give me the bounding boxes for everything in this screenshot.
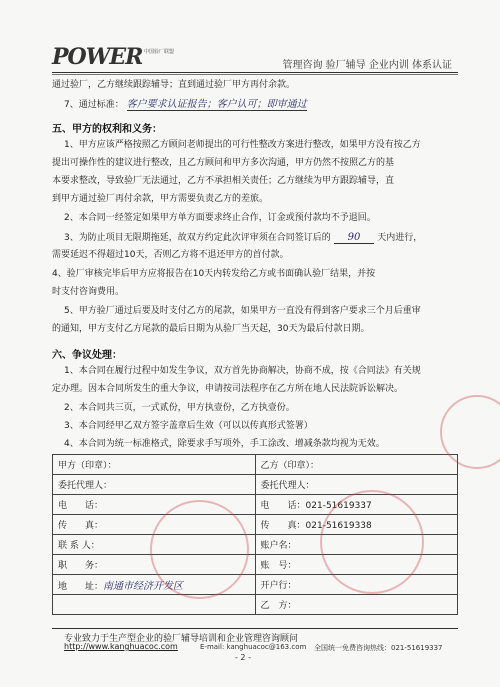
party-a-cell: 甲方（印章）：	[53, 455, 256, 475]
contact-a-cell: 联 系 人：	[53, 535, 256, 555]
party-b-cell: 乙方（印章）：	[255, 455, 458, 475]
company-seal-stamp	[150, 500, 249, 599]
company-seal-stamp	[320, 490, 424, 594]
account-name-cell: 账户名：	[255, 535, 458, 555]
text-line: 1、本合同在履行过程中如发生争议，双方首先协商解决，协商不成，按《合同法》有关规	[64, 366, 421, 376]
handwritten-address: 南通市经济开发区	[103, 581, 184, 592]
address-label: 地 址：	[58, 582, 104, 592]
text-line: 定办理。因本合同所发生的重大争议，申请按司法程序在乙方所在地人民法院诉讼解决。	[52, 384, 404, 394]
text-line: 1、甲方应该严格按照乙方顾问老师提出的可行性整改方案进行整改，如果甲方没有按乙方	[64, 140, 421, 150]
agent-b-cell: 委托代理人：	[255, 475, 458, 495]
text-line: 3、本合同经甲乙双方签字盖章后生效（可以以传真形式签署）	[64, 421, 313, 431]
text-line: 本要求整改，导致验厂无法通过，乙方不承担相关责任；乙方继续为甲方跟踪辅导，直	[52, 176, 395, 186]
agent-a-cell: 委托代理人：	[53, 475, 256, 495]
deadline-line	[64, 232, 422, 244]
tel-b-value: 021-51619337	[305, 501, 372, 511]
text-line: 时支付咨询费用。	[52, 287, 125, 297]
tel-b-label: 电 话：	[260, 501, 306, 511]
fax-a-cell: 传 真：	[53, 515, 256, 535]
position-a-cell: 职 务：	[53, 555, 256, 575]
text-line: 需要延迟不得超过10天，否则乙方将不退还甲方的首付款。	[52, 250, 289, 260]
deadline-text-end: 天内进行，	[377, 233, 423, 243]
text-line: 通过验厂，乙方继续跟踪辅导；直到通过验厂甲方再付余款。	[52, 80, 296, 90]
text-line: 提出可操作性的建议进行整改，且乙方顾问和甲方多次沟通，甲方仍然不按照乙方的基	[52, 158, 395, 168]
fax-b-label: 传 真：	[260, 521, 306, 531]
section-heading: 五、甲方的权利和义务：	[52, 124, 162, 135]
text-line: 4、本合同为统一标准格式，除要求手写项外，手工涂改、增减条款均视为无效。	[64, 439, 385, 449]
section-heading: 六、争议处理：	[52, 350, 122, 361]
party-b-sign-cell: 乙 方：	[255, 595, 458, 615]
text-line: 5、甲方验厂通过后要及时支付乙方的尾款，如果甲方一直没有得到客户要求三个月后重审	[64, 306, 421, 316]
text-line: 到甲方通过验厂再付余款，甲方需要负责乙方的差旅。	[52, 194, 269, 204]
account-no-cell: 账 号：	[255, 555, 458, 575]
fax-b-value: 021-51619338	[305, 521, 372, 531]
header-tagline: 管理咨询 验厂辅导 企业内训 体系认证	[282, 60, 452, 71]
footer-url: http://www.kanghuacoc.com	[64, 642, 178, 651]
pass-standard-line	[64, 99, 307, 111]
logo-subtitle: 中国验厂联盟	[144, 49, 175, 55]
footer-rule	[52, 628, 458, 629]
deadline-text: 3、为防止项目无限期拖延，故双方约定此次评审须在合同签订后的	[64, 233, 331, 243]
handwritten-days: 90	[334, 232, 375, 244]
handwritten-standard: 客户要求认证报告；客户认可；即审通过	[126, 99, 307, 110]
text-line: 4、验厂审核完毕后甲方应将报告在10天内转发给乙方或书面确认验厂结果，并按	[52, 269, 376, 279]
footer-hotline: 全国统一免费咨询热线：021-51619337	[314, 644, 443, 652]
page-number: - 2 -	[235, 653, 251, 662]
text-line: 2、本合同共三页，一式贰份，甲方执壹份，乙方执壹份。	[64, 403, 295, 413]
header-rule-thin	[52, 74, 458, 75]
pass-standard-label: 7、通过标准：	[64, 100, 124, 110]
letterhead	[52, 44, 452, 72]
tel-a-cell: 电 话：	[53, 495, 256, 515]
text-line: 的通知，甲方支付乙方尾款的最后日期为从验厂当天起，30天为最后付款日期。	[52, 324, 370, 334]
footer-email: E-mail: kanghuacoc@163.com	[200, 643, 307, 651]
blank-cell	[53, 595, 256, 615]
footer-slogan: 专业致力于生产型企业的验厂辅导培训和企业管理咨询顾问	[64, 634, 299, 644]
header-rule	[52, 72, 458, 73]
text-line: 2、本合同一经签定如果甲方单方面要求终止合作，订金或预付款均不予退回。	[64, 213, 376, 223]
bank-cell: 开户行：	[255, 575, 458, 595]
company-logo: POWER	[52, 44, 143, 70]
